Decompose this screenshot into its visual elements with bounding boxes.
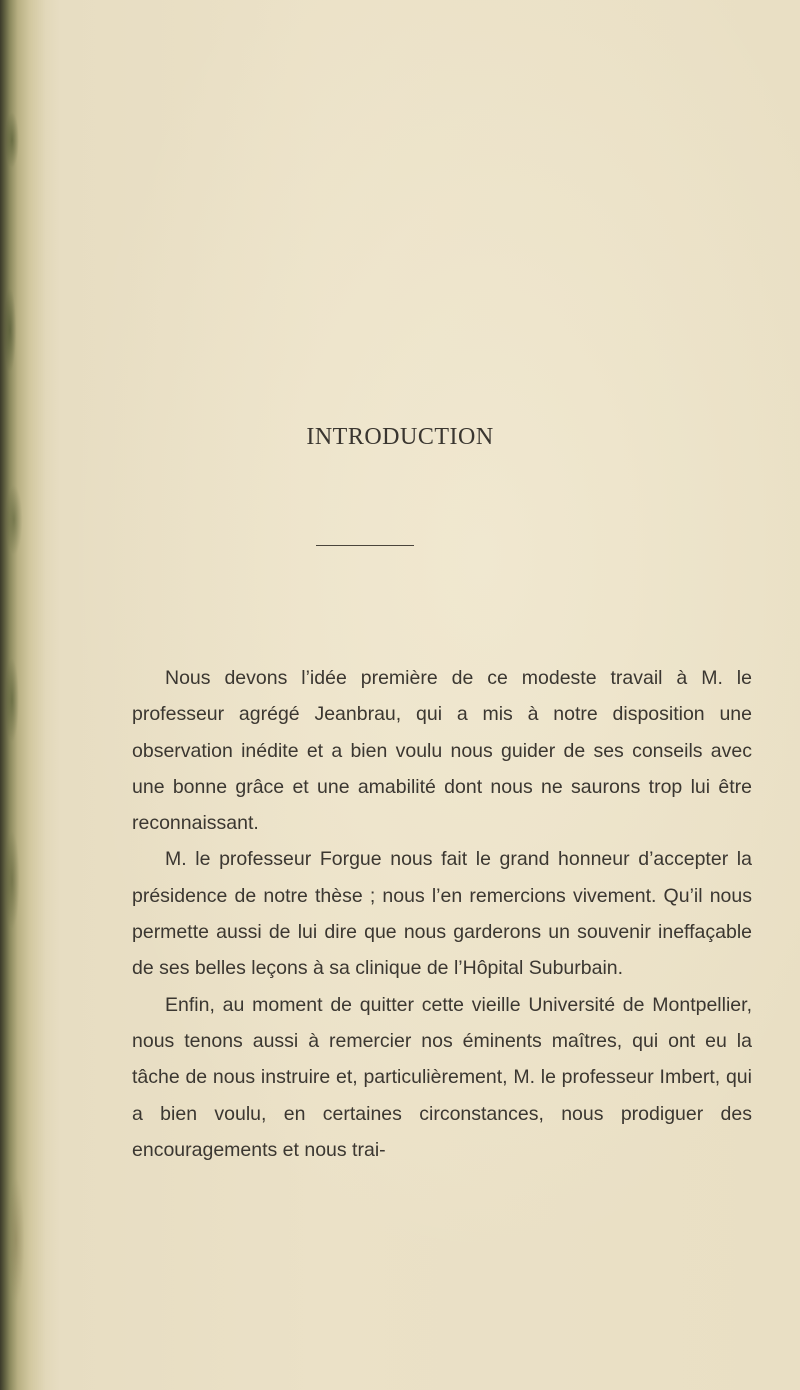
title-divider xyxy=(316,545,414,546)
paragraph-1: Nous devons l’idée première de ce modeste travail à M. le professeur agrégé Jeanbrau, qui a mis à notre disposition une observation inédite et a bien voulu nous guider de ses conseils avec une bonne grâce et une amabilité dont nous ne saurons trop lui être reconnaissant. xyxy=(132,667,752,835)
paragraph-3: Enfin, au moment de quitter cette vieille Université de Montpellier, nous tenons aussi à remercier nos éminents maîtres, qui ont eu la tâche de nous instruire et, particulièrement, M. le professeur Imbert, qui a bien voulu, en certaines circonstances, nous prodiguer des encouragements et nous trai- xyxy=(132,993,752,1161)
page-title: INTRODUCTION xyxy=(306,424,494,450)
binding-stains xyxy=(0,0,40,1390)
body-text xyxy=(132,660,752,1168)
paragraph-2: M. le professeur Forgue nous fait le grand honneur d’accepter la présidence de notre thèse ; nous l’en remercions vivement. Qu’il nous permette aussi de lui dire que nous garderons un souvenir ineffaçable de ses belles leçons à sa clinique de l’Hôpital Suburbain. xyxy=(132,848,752,980)
